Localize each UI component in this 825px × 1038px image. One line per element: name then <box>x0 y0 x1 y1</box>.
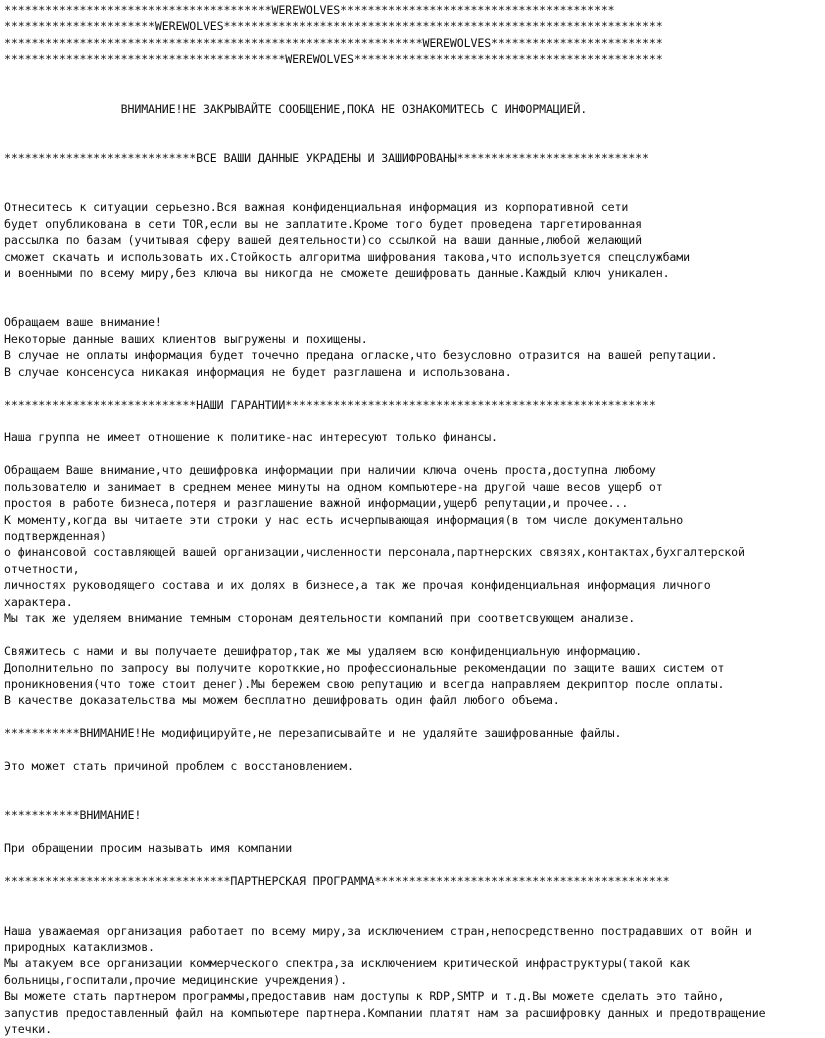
ransom-note-document <box>4 2 825 1038</box>
text-line <box>4 906 825 922</box>
text-line: подтвержденная) <box>4 529 107 543</box>
text-line: утечки. <box>4 1022 53 1037</box>
text-line: запустив предоставленный файл на компьютере партнера.Компании платят нам за расшифровку данных и предотвращение <box>4 1005 766 1020</box>
text-line: ****************************НАШИ ГАРАНТИИ****************************************************** <box>4 397 656 412</box>
text-line: ****************************ВСЕ ВАШИ ДАННЫЕ УКРАДЕНЫ И ЗАШИФРОВАНЫ**************************** <box>4 150 649 165</box>
text-line: Обращаем Ваше внимание,что дешифровка информации при наличии ключа очень проста,доступна любому <box>4 463 656 478</box>
text-line: Отнеситесь к ситуации серьезно.Вся важная конфиденциальная информация из корпоративной сети <box>4 200 629 215</box>
text-line: природных катаклизмов. <box>4 939 155 954</box>
text-line: будет опубликована в сети TOR,если вы не заплатите.Кроме того будет проведена таргетированная <box>4 216 642 231</box>
text-line <box>4 298 825 314</box>
text-line: сможет скачать и использовать их.Стойкость алгоритма шифрования такова,что используется спецслужбами <box>4 249 691 264</box>
text-line: ВНИМАНИЕ!НЕ ЗАКРЫВАЙТЕ СООБЩЕНИЕ,ПОКА НЕ ОЗНАКОМИТЕСЬ С ИНФОРМАЦИЕЙ. <box>4 101 588 116</box>
text-line: В случае консенсуса никакая информация не будет разглашена и использована. <box>4 364 512 379</box>
text-line <box>4 117 825 133</box>
text-line: Некоторые данные ваших клиентов выгружены и похищены. <box>4 331 368 346</box>
text-line <box>4 742 825 758</box>
text-line <box>4 183 825 199</box>
text-line: Наша уважаемая организация работает по всему миру,за исключением стран,непосредственно пострадавших от войн и <box>4 923 752 938</box>
text-line: В случае не оплаты информация будет точечно предана огласке,что безусловно отразится на вашей репутации. <box>4 348 718 363</box>
text-line: *****************************************WEREWOLVES********************************************* <box>4 52 663 67</box>
text-line: Вы можете стать партнером программы,предоставив нам доступы к RDP,SMTP и т.д.Вы можете сделать это тайно, <box>4 989 725 1004</box>
text-line: о финансовой составляющей вашей организации,численности персонала,партнерских связях,контактах,бухгалтерской <box>4 545 745 560</box>
text-line: личностях руководящего состава и их долях в бизнесе,а так же прочая конфиденциальная информация личного <box>4 578 711 593</box>
text-line <box>4 791 825 807</box>
text-line: ***********ВНИМАНИЕ! <box>4 808 142 823</box>
text-line: *********************************ПАРТНЕРСКАЯ ПРОГРАММА******************************************* <box>4 874 670 889</box>
text-line <box>4 709 825 725</box>
text-line: Свяжитесь с нами и вы получаете дешифратор,так же мы удаляем всю конфиденциальную информацию. <box>4 644 642 659</box>
text-line: Мы так же уделяем внимание темным сторонам деятельности компаний при соответсвующем анализе. <box>4 611 636 626</box>
text-line: проникновения(что тоже стоит денег).Мы бережем свою репутацию и всегда направляем декриптор после оплаты. <box>4 676 725 691</box>
text-line: рассылка по базам (учитывая сферу вашей деятельности)со ссылкой на ваши данные,любой желающий <box>4 233 642 248</box>
text-line <box>4 627 825 643</box>
text-line: Мы атакуем все организации коммерческого спектра,за исключением критической инфраструктуры(такой как <box>4 956 691 971</box>
text-line <box>4 134 825 150</box>
text-line: При обращении просим называть имя компании <box>4 841 293 856</box>
text-line <box>4 84 825 100</box>
text-line <box>4 775 825 791</box>
text-line <box>4 890 825 906</box>
text-line: Дополнительно по запросу вы получите коротккие,но профессиональные рекомендации по защите ваших систем от <box>4 660 725 675</box>
text-line <box>4 446 825 462</box>
text-line <box>4 380 825 396</box>
text-line: К моменту,когда вы читаете эти строки у нас есть исчерпывающая информация(в том числе документально <box>4 512 684 527</box>
text-line: **********************WEREWOLVES**************************************************************** <box>4 19 663 34</box>
text-line: ***************************************WEREWOLVES**************************************** <box>4 3 615 17</box>
text-line: ***********ВНИМАНИЕ!Не модифицируйте,не перезаписывайте и не удаляйте зашифрованные файлы. <box>4 726 622 741</box>
text-line: больницы,госпитали,прочие медицинские учреждения). <box>4 972 348 987</box>
text-line <box>4 413 825 429</box>
text-line <box>4 824 825 840</box>
text-line: Наша группа не имеет отношение к политике-нас интересуют только финансы. <box>4 430 498 445</box>
text-line <box>4 281 825 297</box>
text-line: *************************************************************WEREWOLVES************************* <box>4 35 663 50</box>
text-line: простоя в работе бизнеса,потеря и разглашение важной информации,ущерб репутации,и прочее... <box>4 496 629 511</box>
text-line <box>4 166 825 182</box>
text-line: отчетности, <box>4 561 80 576</box>
text-line: и военными по всему миру,без ключа вы никогда не сможете дешифровать данные.Каждый ключ уникален. <box>4 266 670 280</box>
text-line: В качестве доказательства мы можем бесплатно дешифровать один файл любого объема. <box>4 693 560 708</box>
text-line: характера. <box>4 594 73 609</box>
text-line: Это может стать причиной проблем с восстановлением. <box>4 759 354 774</box>
text-line: Обращаем ваше внимание! <box>4 315 162 330</box>
text-line <box>4 857 825 873</box>
text-line <box>4 68 825 84</box>
text-line: пользователю и занимает в среднем менее минуты на одном компьютере-на другой чаше весов ущерб от <box>4 479 663 494</box>
